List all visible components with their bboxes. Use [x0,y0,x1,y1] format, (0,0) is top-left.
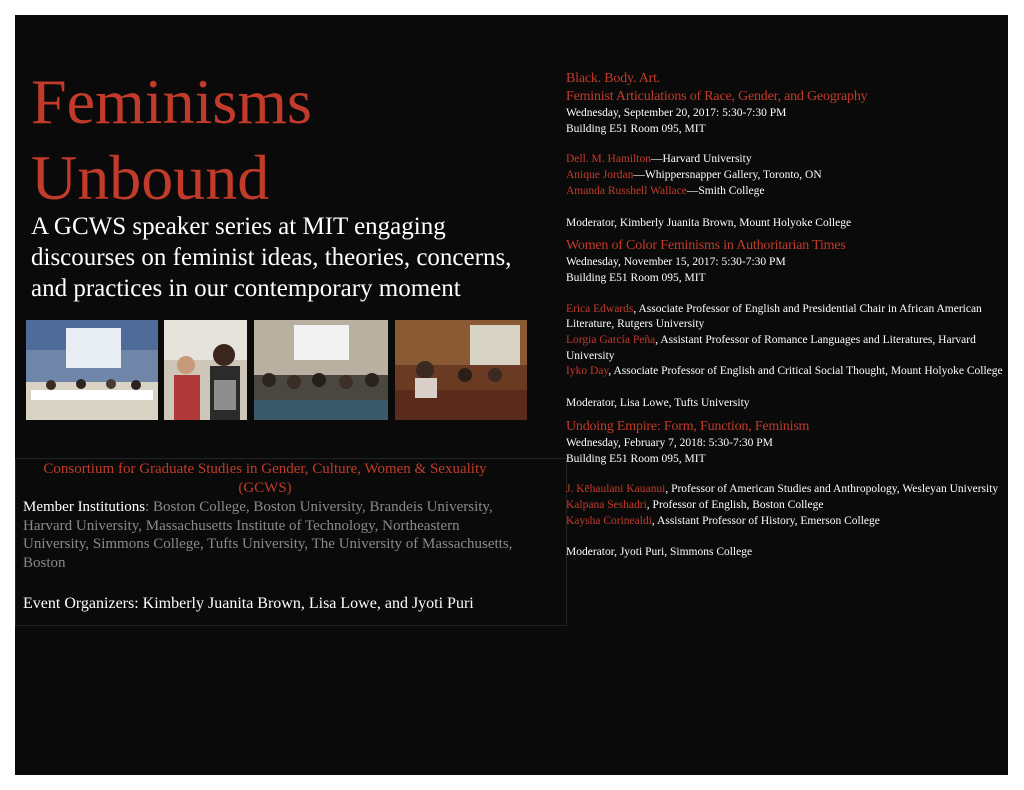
poster [15,15,1008,775]
photo-audience [254,320,388,420]
speaker [566,333,1006,364]
speaker-affiliation: , Professor of English, Boston College [646,498,824,511]
events-column [566,70,1006,567]
title-unbound: Unbound [31,142,270,213]
tagline: A GCWS speaker series at MIT engaging discourses on feminist ideas, theories, concerns, and practices in our contemporary moment [31,213,512,302]
event-date: Wednesday, November 15, 2017: 5:30-7:30 PM [566,256,786,269]
event-date: Wednesday, February 7, 2018: 5:30-7:30 PM [566,436,773,449]
speaker-affiliation: —Harvard University [650,153,752,166]
members-list: : Boston College, Boston University, Brandeis University, Harvard University, Massachusetts Institute of Technology, Northeastern University, Simmons College, Tufts University, The University of Massachusetts, Boston [23,499,513,571]
speaker [566,364,1006,380]
speaker-affiliation: , Professor of American Studies and Anthropology, Wesleyan University [665,483,999,496]
event-location: Building E51 Room 095, MIT [566,271,706,284]
speaker-affiliation: , Assistant Professor of Romance Languages and Literatures, Harvard University [566,334,976,362]
photo-roundtable [395,320,527,420]
event-location: Building E51 Room 095, MIT [566,452,706,465]
event-title: Women of Color Feminisms in Authoritarian Times [566,238,846,254]
speaker-name: Amanda Russhell Wallace [566,184,687,197]
speaker-name: Kaysha Corinealdi [566,514,652,527]
event-moderator: Moderator, Kimberly Juanita Brown, Mount Holyoke College [566,216,852,229]
event-moderator: Moderator, Lisa Lowe, Tufts University [566,397,750,410]
event-organizers: Event Organizers: Kimberly Juanita Brown, Lisa Lowe, and Jyoti Puri [23,595,474,612]
event-date: Wednesday, September 20, 2017: 5:30-7:30 PM [566,107,787,119]
event-3 [566,418,1006,561]
speaker-name: J. Kēhaulani Kauanui [566,483,666,496]
speaker-affiliation: , Assistant Professor of History, Emerson College [651,514,880,527]
speaker [566,482,1006,498]
speaker [566,168,1006,184]
photo-speaker [164,320,247,420]
event-location: Building E51 Room 095, MIT [566,122,706,135]
speaker-name: Dell. M. Hamilton [566,153,651,166]
member-institutions [23,498,523,572]
event-title: Black. Body. Art. [566,71,661,86]
consortium-name: Consortium for Graduate Studies in Gender, Culture, Women & Sexuality [43,461,487,477]
speaker [566,302,1006,333]
event-title: Undoing Empire: Form, Function, Feminism [566,418,810,434]
speaker [566,498,1006,514]
photo-panel-discussion [26,320,158,420]
speaker-name: Anique Jordan [566,169,634,182]
speaker-affiliation: —Smith College [686,184,765,197]
event-2 [566,237,1006,412]
speaker-name: Lorgia García Peña [566,334,656,347]
consortium-abbr: (GCWS) [238,480,292,496]
speaker-affiliation: , Associate Professor of English and Critical Social Thought, Mount Holyoke College [608,365,1003,378]
title-feminisms: Feminisms [31,66,312,137]
speaker-affiliation: , Associate Professor of English and Presidential Chair in African American Literature, Rutgers University [566,302,982,331]
speaker [566,514,1006,530]
event-subtitle: Feminist Articulations of Race, Gender, and Geography [566,89,868,104]
speaker [566,184,1006,200]
event-1 [566,70,1006,231]
speaker [566,152,1006,168]
speaker-name: Kalpana Seshadri [566,498,647,511]
speaker-affiliation: —Whippersnapper Gallery, Toronto, ON [633,169,822,182]
speaker-name: Erica Edwards [566,302,634,315]
event-moderator: Moderator, Jyoti Puri, Simmons College [566,546,753,559]
members-label: Member Institutions [23,499,146,515]
speaker-name: Iyko Day [566,365,609,378]
